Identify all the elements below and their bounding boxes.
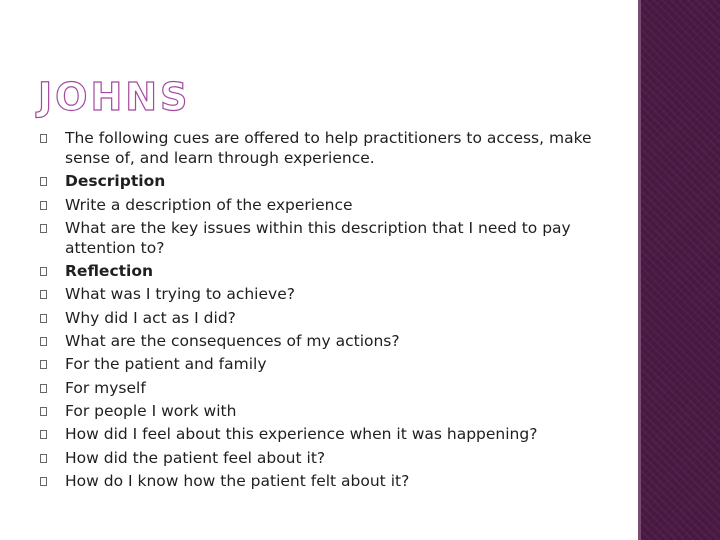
list-item-text: What are the consequences of my actions? [65, 332, 400, 351]
bullet-box-icon [40, 407, 47, 416]
bullet-box-icon [40, 177, 47, 186]
bullet-box-icon [40, 430, 47, 439]
list-item [40, 401, 610, 421]
bullet-box-icon [40, 384, 47, 393]
list-item-text: How do I know how the patient felt about it? [65, 471, 410, 490]
bullet-box-icon [40, 201, 47, 210]
list-item-text: Description [65, 172, 166, 191]
list-item-text: What was I trying to achieve? [65, 285, 295, 304]
list-item-text: For the patient and family [65, 355, 267, 374]
list-item-text: For people I work with [65, 401, 237, 420]
bullet-box-icon [40, 477, 47, 486]
bullet-box-icon [40, 290, 47, 299]
bullet-list [40, 128, 610, 494]
bullet-box-icon [40, 134, 47, 143]
list-item [40, 261, 610, 281]
bullet-box-icon [40, 267, 47, 276]
bullet-box-icon [40, 454, 47, 463]
list-item-text: For myself [65, 378, 146, 397]
list-item [40, 354, 610, 374]
slide-title: JOHNS [38, 75, 191, 119]
list-item-text: Reflection [65, 262, 154, 281]
list-item [40, 218, 610, 258]
list-item [40, 471, 610, 491]
bullet-box-icon [40, 224, 47, 233]
list-item [40, 331, 610, 351]
list-item [40, 284, 610, 304]
list-item-text: The following cues are offered to help practitioners to access, make sense of, and learn through experience. [65, 129, 592, 167]
list-item [40, 378, 610, 398]
decorative-sidebar [641, 0, 720, 540]
list-item [40, 424, 610, 444]
list-item [40, 171, 610, 191]
list-item-text: Why did I act as I did? [65, 308, 236, 327]
list-item [40, 308, 610, 328]
list-item [40, 448, 610, 468]
bullet-box-icon [40, 360, 47, 369]
list-item-text: How did the patient feel about it? [65, 448, 326, 467]
list-item-text: What are the key issues within this description that I need to pay attention to? [65, 218, 571, 257]
list-item-text: How did I feel about this experience when it was happening? [65, 425, 538, 444]
list-item [40, 128, 610, 168]
list-item-text: Write a description of the experience [65, 195, 353, 214]
list-item [40, 195, 610, 215]
bullet-box-icon [40, 337, 47, 346]
bullet-box-icon [40, 314, 47, 323]
